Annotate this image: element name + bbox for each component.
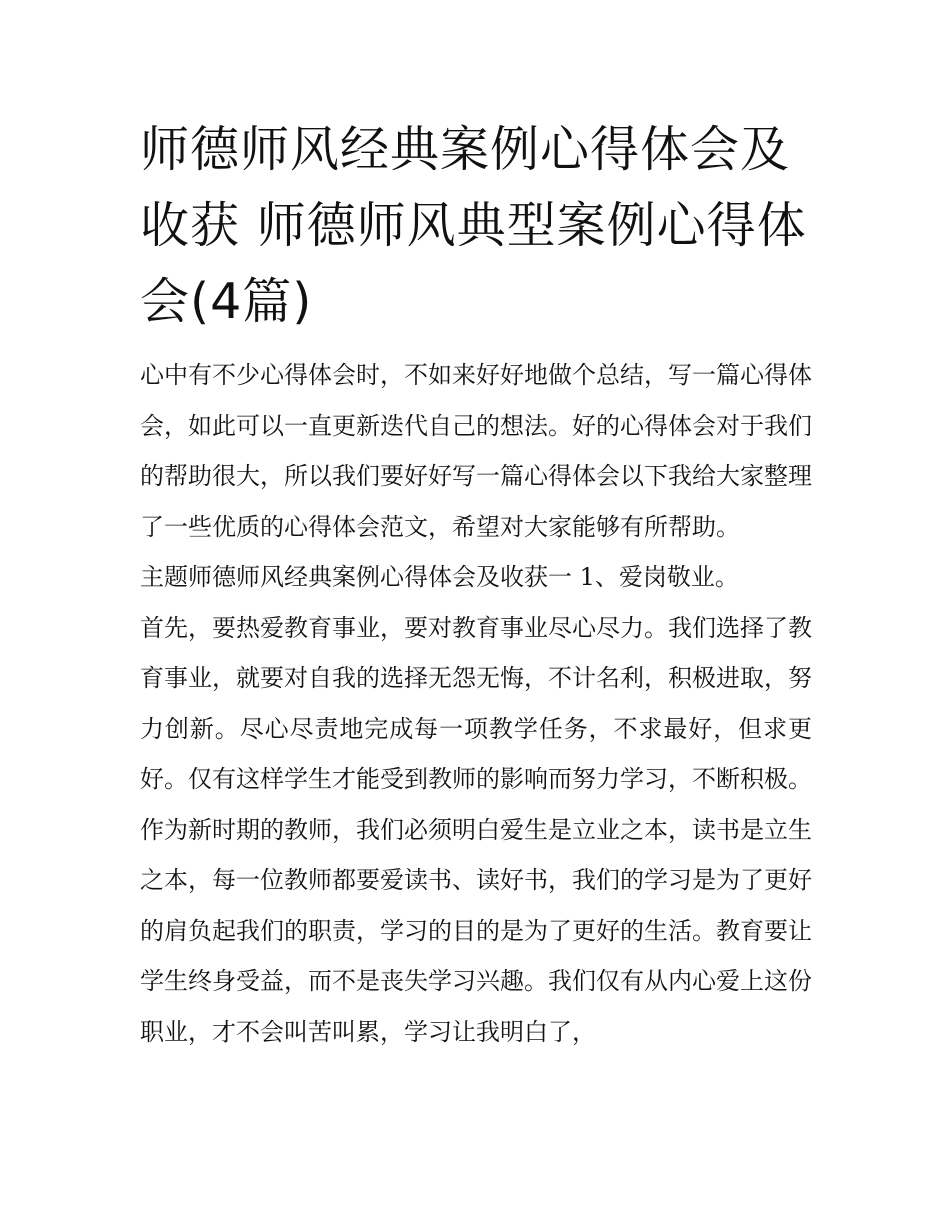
body-paragraph: 首先，要热爱教育事业，要对教育事业尽心尽力。我们选择了教育事业，就要对自我的选择无怨无悔，不计名利，积极进取，努力创新。尽心尽责地完成每一项教学任务，不求最好，但求更好。仅有这样学生才能受到教师的影响而努力学习，不断积极。作为新时期的教师，我们必须明白爱生是立业之本，读书是立生之本，每一位教师都要爱读书、读好书，我们的学习是为了更好的肩负起我们的职责，学习的目的是为了更好的生活。教育要让学生终身受益，而不是丧失学习兴趣。我们仅有从内心爱上这份职业，才不会叫苦叫累，学习让我明白了， xyxy=(140,613,812,1046)
intro-paragraph: 心中有不少心得体会时，不如来好好地做个总结，写一篇心得体会，如此可以一直更新迭代自己的想法。好的心得体会对于我们的帮助很大，所以我们要好好写一篇心得体会以下我给大家整理了一些优质的心得体会范文，希望对大家能够有所帮助。 xyxy=(140,361,812,541)
section-heading-paragraph: 主题师德师风经典案例心得体会及收获一 1、爱岗敬业。 xyxy=(140,563,739,591)
document-title: 师德师风经典案例心得体会及收获 师德师风典型案例心得体会(4篇) xyxy=(140,121,807,330)
document-page xyxy=(140,112,812,1057)
